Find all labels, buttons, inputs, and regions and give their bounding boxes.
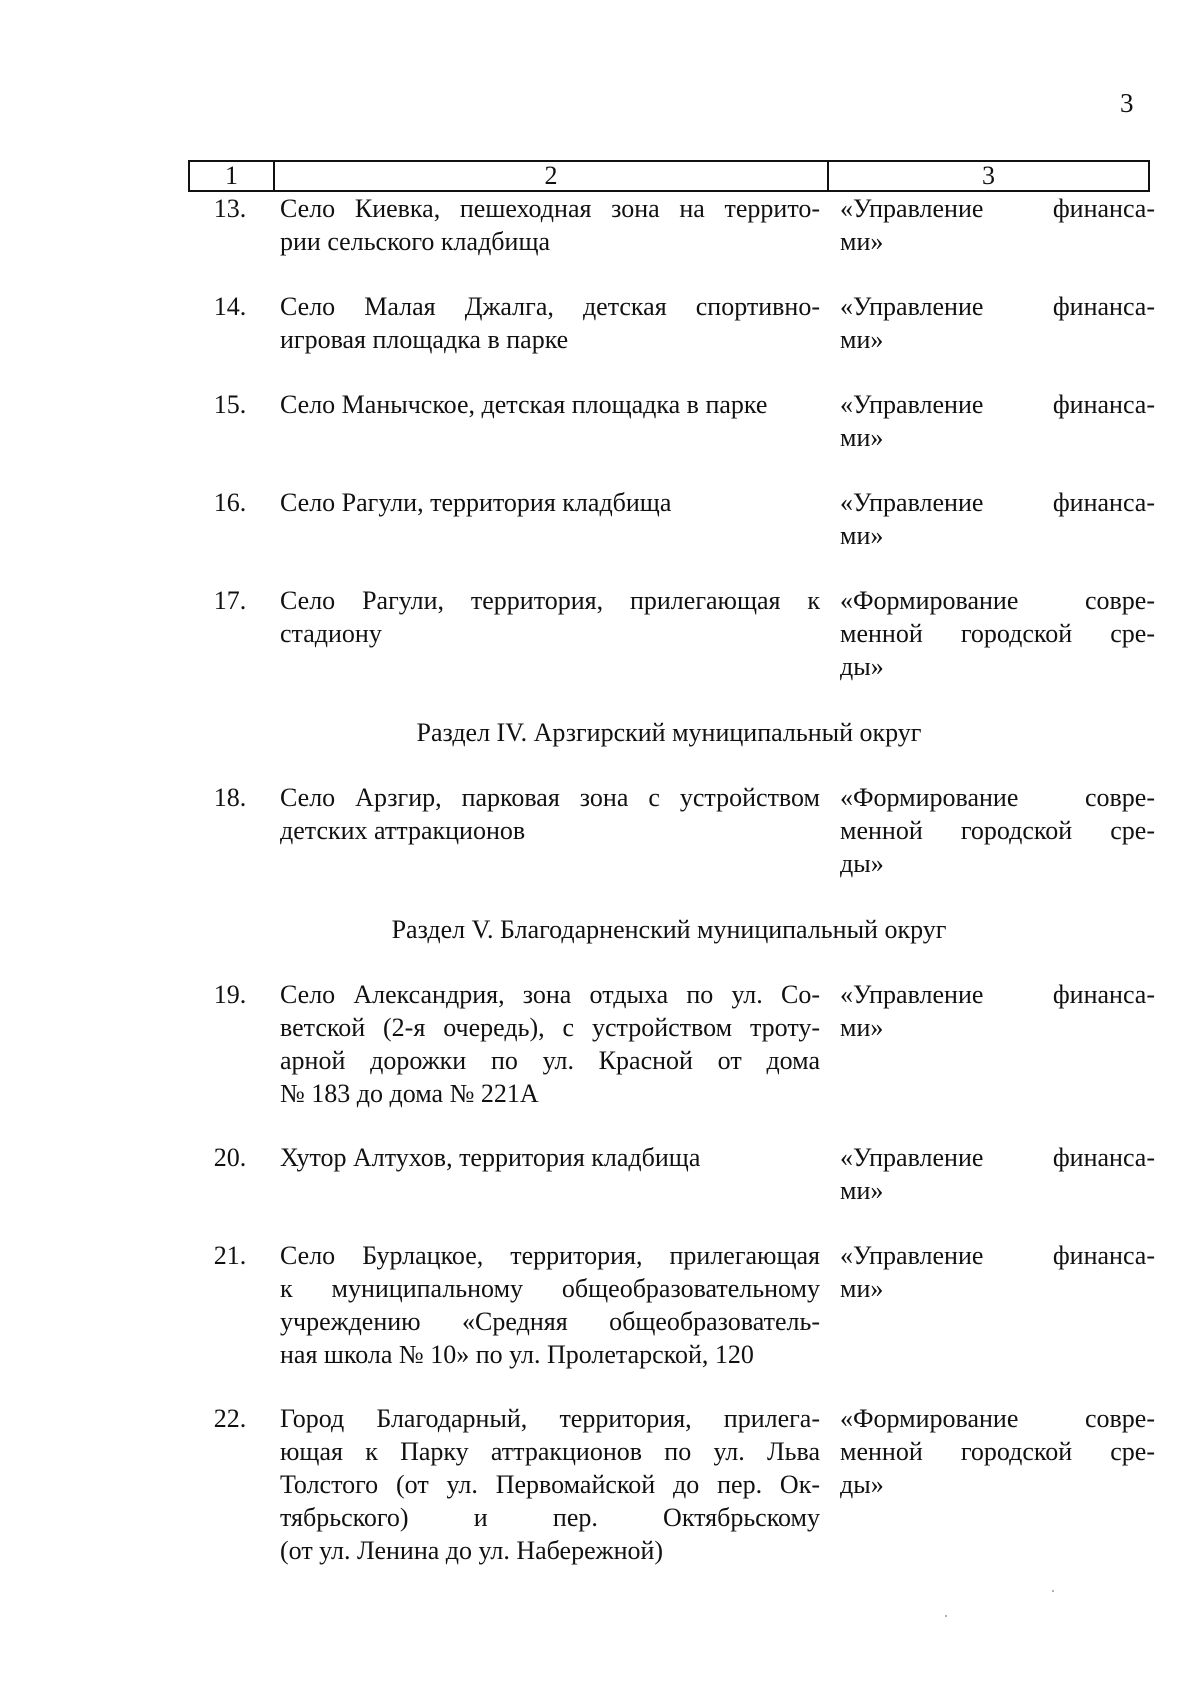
row-description [280, 781, 820, 847]
row-number: 15. [213, 390, 247, 419]
description-line: Хутор Алтухов, территория кладбища [280, 1143, 701, 1172]
row-description [280, 486, 820, 519]
program-line: ми» [840, 1176, 884, 1205]
program-line: ми» [840, 227, 884, 256]
program-line: «Управление финанса- [840, 194, 1155, 223]
row-number: 18. [213, 783, 247, 812]
program-line: ды» [840, 849, 884, 878]
program-line: менной городской сре- [840, 1437, 1155, 1466]
row-number: 19. [213, 980, 247, 1009]
table-header [188, 160, 1150, 192]
description-line: Село Малая Джалга, детская спортивно- [280, 292, 820, 321]
description-line: Село Рагули, территория кладбища [280, 488, 672, 517]
row-program [840, 1141, 1155, 1207]
section-title-iv: Раздел IV. Арзгирский муниципальный округ [416, 718, 922, 747]
program-line: ми» [840, 423, 884, 452]
row-program [840, 388, 1155, 454]
row-number: 20. [213, 1143, 247, 1172]
row-program [840, 1239, 1155, 1305]
row-description [280, 978, 820, 1110]
program-line: «Формирование совре- [840, 586, 1155, 615]
program-line: «Управление финанса- [840, 1143, 1155, 1172]
description-line: Село Киевка, пешеходная зона на террито- [280, 194, 820, 223]
program-line: «Формирование совре- [840, 783, 1155, 812]
description-line: Село Бурлацкое, территория, прилегающая [280, 1241, 820, 1270]
description-line: игровая площадка в парке [280, 325, 569, 354]
description-line: Город Благодарный, территория, прилега- [280, 1404, 820, 1433]
description-line: Село Александрия, зона отдыха по ул. Со- [280, 980, 820, 1009]
program-line: «Управление финанса- [840, 980, 1155, 1009]
description-line: ветской (2-я очередь), с устройством троту- [280, 1013, 820, 1042]
description-line: ющая к Парку аттракционов по ул. Льва [280, 1437, 820, 1466]
row-program [840, 486, 1155, 552]
row-program [840, 1402, 1155, 1501]
program-line: «Формирование совре- [840, 1404, 1155, 1433]
row-number: 16. [213, 488, 247, 517]
row-description [280, 584, 820, 650]
description-line: Село Манычское, детская площадка в парке [280, 390, 768, 419]
program-line: ды» [840, 1470, 884, 1499]
program-line: менной городской сре- [840, 816, 1155, 845]
row-number: 21. [213, 1241, 247, 1270]
row-number: 13. [213, 194, 247, 223]
description-line: (от ул. Ленина до ул. Набережной) [280, 1536, 664, 1565]
description-line: к муниципальному общеобразовательному [280, 1274, 820, 1303]
row-number: 17. [213, 586, 247, 615]
header-col-3: 3 [982, 161, 995, 190]
row-program [840, 192, 1155, 258]
program-line: ды» [840, 652, 884, 681]
description-line: детских аттракционов [280, 816, 526, 845]
description-line: ная школа № 10» по ул. Пролетарской, 120 [280, 1340, 754, 1369]
program-line: ми» [840, 1013, 884, 1042]
header-col-1: 1 [190, 162, 275, 190]
program-line: «Управление финанса- [840, 488, 1155, 517]
row-description [280, 192, 820, 258]
section-title-v: Раздел V. Благодарненский муниципальный округ [391, 915, 947, 944]
description-line: Село Рагули, территория, прилегающая к [280, 586, 820, 615]
description-line: Толстого (от ул. Первомайской до пер. Ок- [280, 1470, 820, 1499]
program-line: «Управление финанса- [840, 390, 1155, 419]
description-line: Село Арзгир, парковая зона с устройством [280, 783, 820, 812]
row-program [840, 781, 1155, 880]
page-number: 3 [1120, 88, 1134, 118]
row-description [280, 1239, 820, 1371]
description-line: арной дорожки по ул. Красной от дома [280, 1046, 820, 1075]
description-line: № 183 до дома № 221А [280, 1079, 539, 1108]
row-number: 14. [213, 292, 247, 321]
program-line: «Управление финанса- [840, 1241, 1155, 1270]
description-line: стадиону [280, 619, 382, 648]
program-line: ми» [840, 325, 884, 354]
header-col-2: 2 [275, 162, 829, 190]
description-line: рии сельского кладбища [280, 227, 551, 256]
description-line: учреждению «Средняя общеобразователь- [280, 1307, 820, 1336]
scan-speck [945, 1615, 947, 1617]
row-description [280, 1141, 820, 1174]
row-program [840, 978, 1155, 1044]
row-description [280, 290, 820, 356]
program-line: ми» [840, 521, 884, 550]
row-description [280, 388, 820, 421]
row-program [840, 290, 1155, 356]
description-line: тябрьского) и пер. Октябрьскому [280, 1503, 820, 1532]
scan-speck [1052, 1590, 1054, 1592]
program-line: «Управление финанса- [840, 292, 1155, 321]
row-program [840, 584, 1155, 683]
program-line: менной городской сре- [840, 619, 1155, 648]
row-description [280, 1402, 820, 1567]
program-line: ми» [840, 1274, 884, 1303]
row-number: 22. [213, 1404, 247, 1433]
